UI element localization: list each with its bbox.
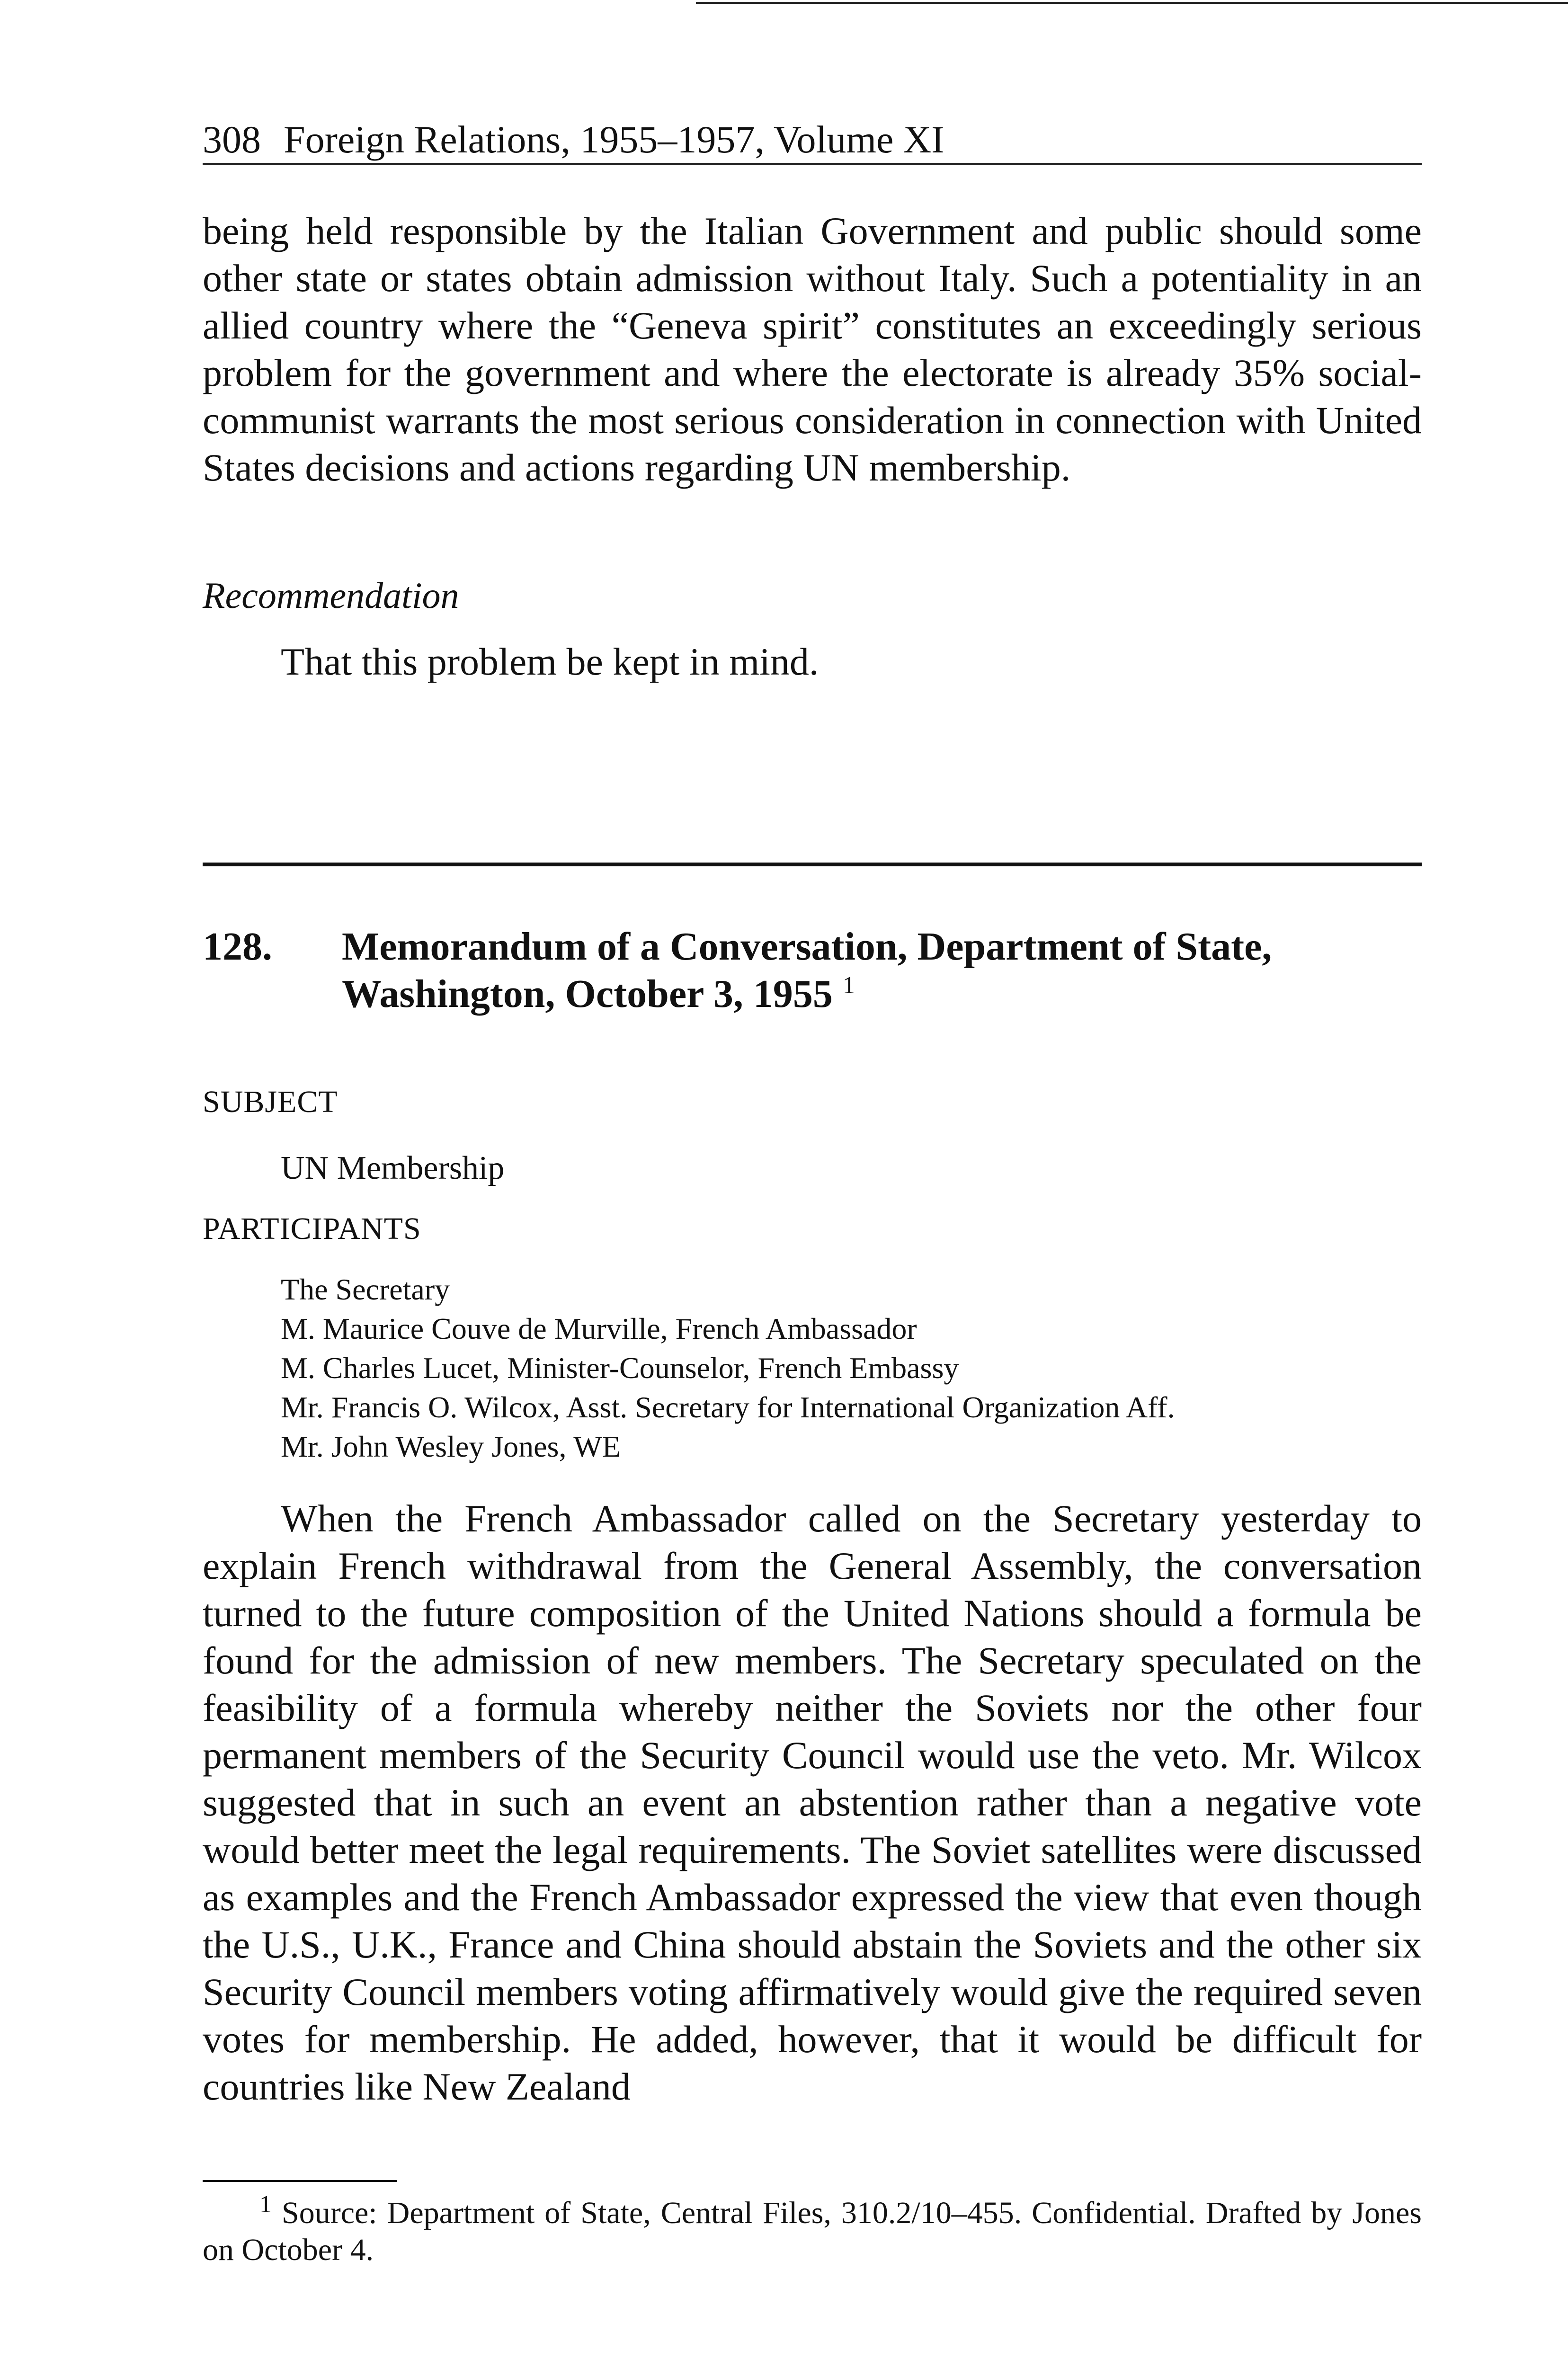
- participant-item: M. Maurice Couve de Murville, French Ambassador: [281, 1312, 917, 1345]
- main-paragraph: When the French Ambassador called on the Secretary yesterday to explain French withdrawal from the General Assembly, the conversation turned to the future composition of the United Nations should a formula be found for the admission of new members. The Secretary speculated on the feasibility of a formula whereby neither the Soviets nor the other four permanent members of the Security Council would use the veto. Mr. Wilcox suggested that in such an event an abstention rather than a negative vote would better meet the legal requirements. The Soviet satellites were discussed as examples and the French Ambassador expressed the view that even though the U.S., U.K., France and China should abstain the Soviets and the other six Security Council members voting affirmatively would give the required seven votes for membership. He added, however, that it would be difficult for countries like New Zealand: [203, 1497, 1422, 2108]
- subject-label: SUBJECT: [203, 1085, 338, 1119]
- footnote-marker: 1: [259, 2191, 272, 2218]
- participants-list: [281, 1270, 1175, 1466]
- recommendation-text: That this problem be kept in mind.: [281, 640, 819, 683]
- participant-item: The Secretary: [281, 1272, 450, 1306]
- top-edge-rule: [696, 2, 1568, 4]
- recommendation-heading: Recommendation: [203, 575, 459, 616]
- document-title-text: Memorandum of a Conversation, Department of State, Washington, October 3, 1955: [342, 925, 1272, 1016]
- participant-item: Mr. John Wesley Jones, WE: [281, 1430, 621, 1463]
- document-title: [342, 923, 1422, 1018]
- participant-item: Mr. Francis O. Wilcox, Asst. Secretary for International Organization Aff.: [281, 1390, 1175, 1424]
- page-number: 308: [203, 118, 261, 161]
- subject-value: UN Membership: [281, 1150, 505, 1186]
- participants-label: PARTICIPANTS: [203, 1211, 421, 1246]
- footnote: [203, 2191, 1422, 2269]
- footnote-reference: 1: [842, 972, 855, 999]
- document-number: 128.: [203, 925, 272, 969]
- continuation-paragraph: being held responsible by the Italian Government and public should some other state or states obtain admission without Italy. Such a potentiality in an allied country where the “Geneva spirit” constitutes an exceedingly serious problem for the government and where the electorate is already 35% social-communist warrants the most serious consideration in connection with United States decisions and actions regarding UN membership.: [203, 209, 1422, 489]
- footnote-text: Source: Department of State, Central Files, 310.2/10–455. Confidential. Drafted by Jones on October 4.: [203, 2196, 1422, 2267]
- running-head: [203, 118, 1422, 165]
- footnote-rule: [203, 2180, 397, 2182]
- section-divider: [203, 863, 1422, 866]
- participant-item: M. Charles Lucet, Minister-Counselor, French Embassy: [281, 1351, 959, 1385]
- volume-title: Foreign Relations, 1955–1957, Volume XI: [284, 118, 944, 161]
